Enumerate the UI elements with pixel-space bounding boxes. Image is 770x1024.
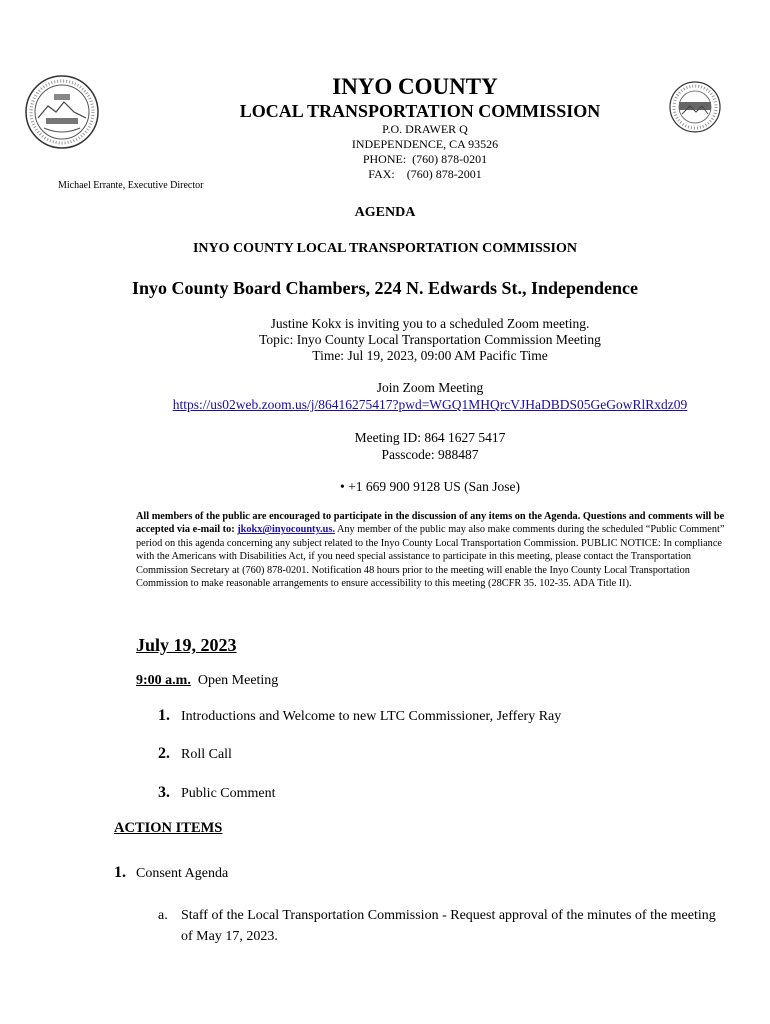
county-seal-icon bbox=[668, 80, 722, 134]
item-label: Consent Agenda bbox=[136, 866, 229, 881]
fax-line: FAX: (760) 878-2001 bbox=[368, 167, 482, 181]
meeting-time-label: Open Meeting bbox=[197, 673, 279, 688]
consent-sub-item bbox=[158, 905, 728, 947]
item-number: 2. bbox=[158, 745, 170, 762]
address-line: P.O. DRAWER Q bbox=[382, 122, 468, 136]
meeting-location: Inyo County Board Chambers, 224 N. Edwards St., Independence bbox=[131, 278, 639, 298]
list-item bbox=[158, 784, 276, 802]
item-number: 1. bbox=[114, 864, 126, 881]
zoom-invite: Justine Kokx is inviting you to a scheduled Zoom meeting. bbox=[270, 316, 590, 331]
executive-director: Michael Errante, Executive Director bbox=[58, 180, 204, 191]
county-seal-icon bbox=[24, 74, 100, 150]
notice-intro: All members of the public are encouraged to participate in the discussion of any items on the Agenda. Questions and comments will be accepted via e-mail to: bbox=[136, 511, 725, 536]
item-label: Roll Call bbox=[181, 747, 232, 762]
zoom-phone: • +1 669 900 9128 US (San Jose) bbox=[340, 479, 520, 494]
item-number: 3. bbox=[158, 784, 170, 801]
list-item bbox=[158, 745, 232, 763]
zoom-passcode: Passcode: 988487 bbox=[381, 447, 479, 462]
sub-item-letter: a. bbox=[158, 908, 168, 923]
sub-item-text: Staff of the Local Transportation Commission - Request approval of the minutes of the meeting of May 17, 2023. bbox=[181, 908, 716, 944]
notice-body: Any member of the public may also make comments during the scheduled “Public Comment” period on this agenda concerning any subject related to the Inyo County Local Transportation Commission. PUBLIC NOTICE: In compliance with the Americans with Disabilities Act, if you need special assistance to participate in this meeting, please contact the Transportation Commission Secretary at (760) 878-0201. Notification 48 hours prior to the meeting will enable the Inyo County Local Transportation Commission to make reasonable arrangements to ensure accessibility to this meeting (28CFR 35. 102-35. ADA Title II). bbox=[136, 524, 725, 590]
agenda-heading: AGENDA bbox=[354, 205, 416, 220]
address-line: INDEPENDENCE, CA 93526 bbox=[351, 137, 499, 151]
meeting-time: 9:00 a.m. bbox=[136, 673, 191, 688]
public-notice bbox=[136, 510, 728, 590]
zoom-time: Time: Jul 19, 2023, 09:00 AM Pacific Time bbox=[312, 348, 548, 363]
commission-heading: INYO COUNTY LOCAL TRANSPORTATION COMMISSION bbox=[192, 241, 578, 256]
action-items-heading: ACTION ITEMS bbox=[114, 820, 223, 836]
zoom-meeting-link[interactable]: https://us02web.zoom.us/j/86416275417?pwd=WGQ1MHQrcVJHaDBDS05GeGowRlRxdz09 bbox=[172, 397, 688, 412]
consent-agenda-item bbox=[114, 864, 228, 882]
item-number: 1. bbox=[158, 707, 170, 724]
zoom-meeting-id: Meeting ID: 864 1627 5417 bbox=[354, 430, 506, 445]
list-item bbox=[158, 707, 561, 725]
page-subtitle: LOCAL TRANSPORTATION COMMISSION bbox=[239, 101, 601, 121]
item-label: Introductions and Welcome to new LTC Commissioner, Jeffery Ray bbox=[181, 709, 562, 724]
item-label: Public Comment bbox=[181, 786, 276, 801]
meeting-date: July 19, 2023 bbox=[136, 635, 237, 655]
zoom-topic: Topic: Inyo County Local Transportation Commission Meeting bbox=[259, 332, 601, 347]
meeting-time-row bbox=[136, 673, 278, 689]
phone-line: PHONE: (760) 878-0201 bbox=[362, 152, 488, 166]
zoom-join-label: Join Zoom Meeting bbox=[376, 380, 484, 395]
page-title: INYO COUNTY bbox=[332, 74, 498, 99]
email-link[interactable]: jkokx@inyocounty.us. bbox=[237, 524, 335, 536]
